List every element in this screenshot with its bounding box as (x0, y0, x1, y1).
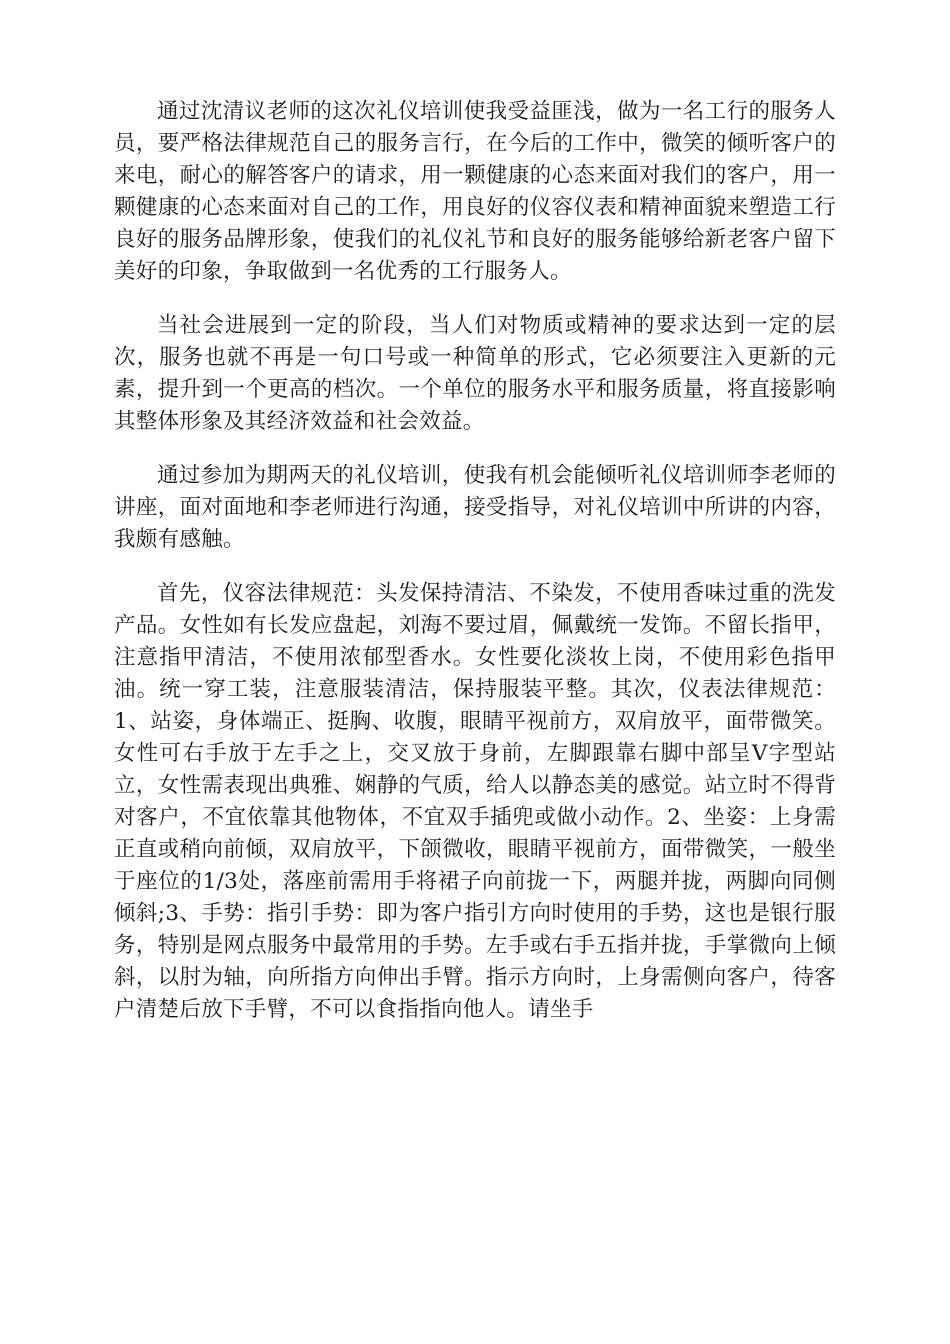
paragraph-3: 通过参加为期两天的礼仪培训，使我有机会能倾听礼仪培训师李老师的讲座，面对面地和李老师进行沟通，接受指导，对礼仪培训中所讲的内容，我颇有感触。 (114, 463, 836, 552)
paragraph-2: 当社会进展到一定的阶段，当人们对物质或精神的要求达到一定的层次，服务也就不再是一句口号或一种简单的形式，它必须要注入更新的元素，提升到一个更高的档次。一个单位的服务水平和服务质量，将直接影响其整体形象及其经济效益和社会效益。 (114, 313, 836, 434)
document-body (114, 96, 836, 1048)
paragraph-4: 首先，仪容法律规范：头发保持清洁、不染发，不使用香味过重的洗发产品。女性如有长发应盘起，刘海不要过眉，佩戴统一发饰。不留长指甲，注意指甲清洁，不使用浓郁型香水。女性要化淡妆上岗，不使用彩色指甲油。统一穿工装，注意服装清洁，保持服装平整。其次，仪表法律规范：1、站姿，身体端正、挺胸、收腹，眼睛平视前方，双肩放平，面带微笑。女性可右手放于左手之上，交叉放于身前，左脚跟靠右脚中部呈V字型站立，女性需表现出典雅、娴静的气质，给人以静态美的感觉。站立时不得背对客户，不宜依靠其他物体，不宜双手插兜或做小动作。2、坐姿：上身需正直或稍向前倾，双肩放平，下颌微收，眼睛平视前方，面带微笑，一般坐于座位的1/3处，落座前需用手将裙子向前拢一下，两腿并拢，两脚向同侧倾斜;3、手势：指引手势：即为客户指引方向时使用的手势，这也是银行服务，特别是网点服务中最常用的手势。左手或右手五指并拢，手掌微向上倾斜，以肘为轴，向所指方向伸出手臂。指示方向时，上身需侧向客户，待客户清楚后放下手臂，不可以食指指向他人。请坐手 (114, 581, 836, 1022)
paragraph-1: 通过沈清议老师的这次礼仪培训使我受益匪浅，做为一名工行的服务人员，要严格法律规范自己的服务言行，在今后的工作中，微笑的倾听客户的来电，耐心的解答客户的请求，用一颗健康的心态来面对我们的客户，用一颗健康的心态来面对自己的工作，用良好的仪容仪表和精神面貌来塑造工行良好的服务品牌形象，使我们的礼仪礼节和良好的服务能够给新老客户留下美好的印象，争取做到一名优秀的工行服务人。 (114, 99, 836, 284)
